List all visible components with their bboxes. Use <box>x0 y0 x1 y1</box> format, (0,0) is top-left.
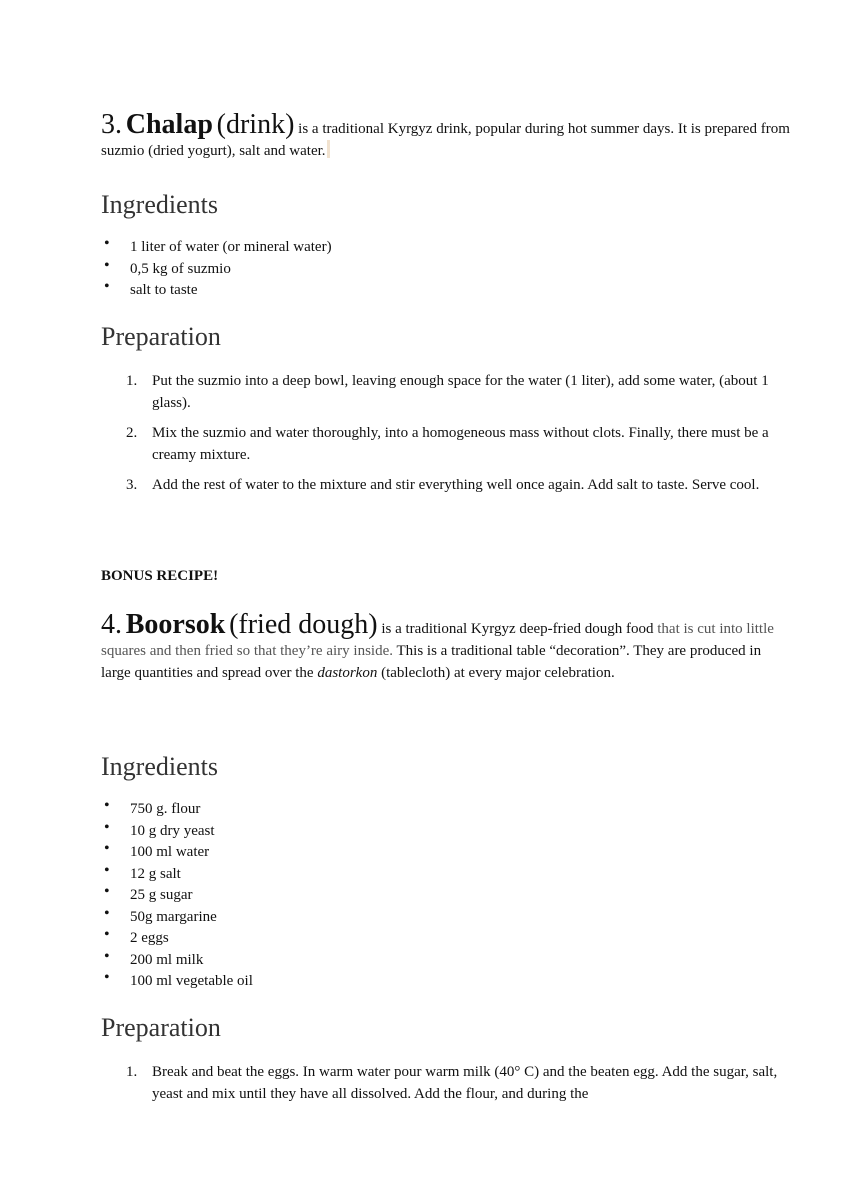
bullet-icon: • <box>104 947 110 965</box>
recipe-3-preparation-heading: Preparation <box>101 322 221 351</box>
recipe-4-subtitle: (fried dough) <box>229 609 378 640</box>
bullet-icon: • <box>104 235 110 252</box>
recipe-4-description-italic: dastorkon <box>317 665 378 681</box>
bullet-icon: • <box>104 256 110 274</box>
recipe-4-name: Boorsok <box>125 609 226 640</box>
bullet-icon: • <box>104 278 110 295</box>
list-item: • 750 g. flour <box>104 797 201 817</box>
recipe-4-description-c: This is a traditional table “decoration”. They are produced in large quantities and spread over the <box>101 643 762 681</box>
bullet-icon: • <box>104 926 110 943</box>
list-item: • 25 g sugar <box>104 883 193 903</box>
recipe-3-subtitle: (drink) <box>216 109 295 140</box>
list-item: • 200 ml milk <box>104 947 204 968</box>
recipe-3-name: Chalap <box>125 109 213 140</box>
text-cursor-marker <box>327 140 330 158</box>
list-item: • 10 g dry yeast <box>104 818 215 839</box>
recipe-4-intro <box>101 609 791 684</box>
recipe-3-intro <box>101 109 791 162</box>
bullet-icon: • <box>104 883 110 900</box>
list-item: 2. Mix the suzmio and water thoroughly, into a homogeneous mass without clots. Finally, there must be a creamy mixture. <box>126 425 769 463</box>
recipe-3-description: is a traditional Kyrgyz drink, popular during hot summer days. It is prepared from suzmio (dried yogurt), salt and water. <box>101 121 790 159</box>
list-item: • 1 liter of water (or mineral water) <box>104 235 332 255</box>
list-item: 1. Break and beat the eggs. In warm water pour warm milk (40° C) and the beaten egg. Add the sugar, salt, yeast and mix until they have all dissolved. Add the flour, and during the <box>126 1064 778 1102</box>
bullet-icon: • <box>104 861 110 879</box>
list-item: • 100 ml vegetable oil <box>104 969 253 989</box>
bullet-icon: • <box>104 904 110 922</box>
list-item: 3. Add the rest of water to the mixture and stir everything well once again. Add salt to taste. Serve cool. <box>126 477 760 493</box>
list-item: • 50g margarine <box>104 904 217 925</box>
bullet-icon: • <box>104 797 110 814</box>
list-item: • salt to taste <box>104 278 198 298</box>
bonus-recipe-label: BONUS RECIPE! <box>101 568 219 584</box>
recipe-4-description-d: (tablecloth) at every major celebration. <box>381 665 615 681</box>
bullet-icon: • <box>104 969 110 986</box>
list-item: • 0,5 kg of suzmio <box>104 256 231 277</box>
recipe-4-preparation-heading: Preparation <box>101 1013 221 1042</box>
list-item: 1. Put the suzmio into a deep bowl, leaving enough space for the water (1 liter), add some water, (about 1 glass). <box>126 373 769 411</box>
recipe-4-description-b: that is cut into little squares and then fried so that they’re airy inside. <box>101 621 774 659</box>
list-item: • 2 eggs <box>104 926 169 946</box>
bullet-icon: • <box>104 818 110 836</box>
bullet-icon: • <box>104 840 110 857</box>
list-item: • 12 g salt <box>104 861 181 882</box>
recipe-3-steps-list <box>101 370 791 504</box>
recipe-4-number: 4. <box>101 609 122 640</box>
recipe-3-ingredients-heading: Ingredients <box>101 190 218 219</box>
recipe-3-ingredients-list <box>101 237 332 302</box>
recipe-4-ingredients-list <box>101 799 253 993</box>
list-item: • 100 ml water <box>104 840 210 860</box>
recipe-4-ingredients-heading: Ingredients <box>101 752 218 781</box>
recipe-4-steps-list <box>101 1061 791 1113</box>
recipe-4-description-a: is a traditional Kyrgyz deep-fried dough food <box>381 621 654 637</box>
recipe-3-number: 3. <box>101 109 122 140</box>
